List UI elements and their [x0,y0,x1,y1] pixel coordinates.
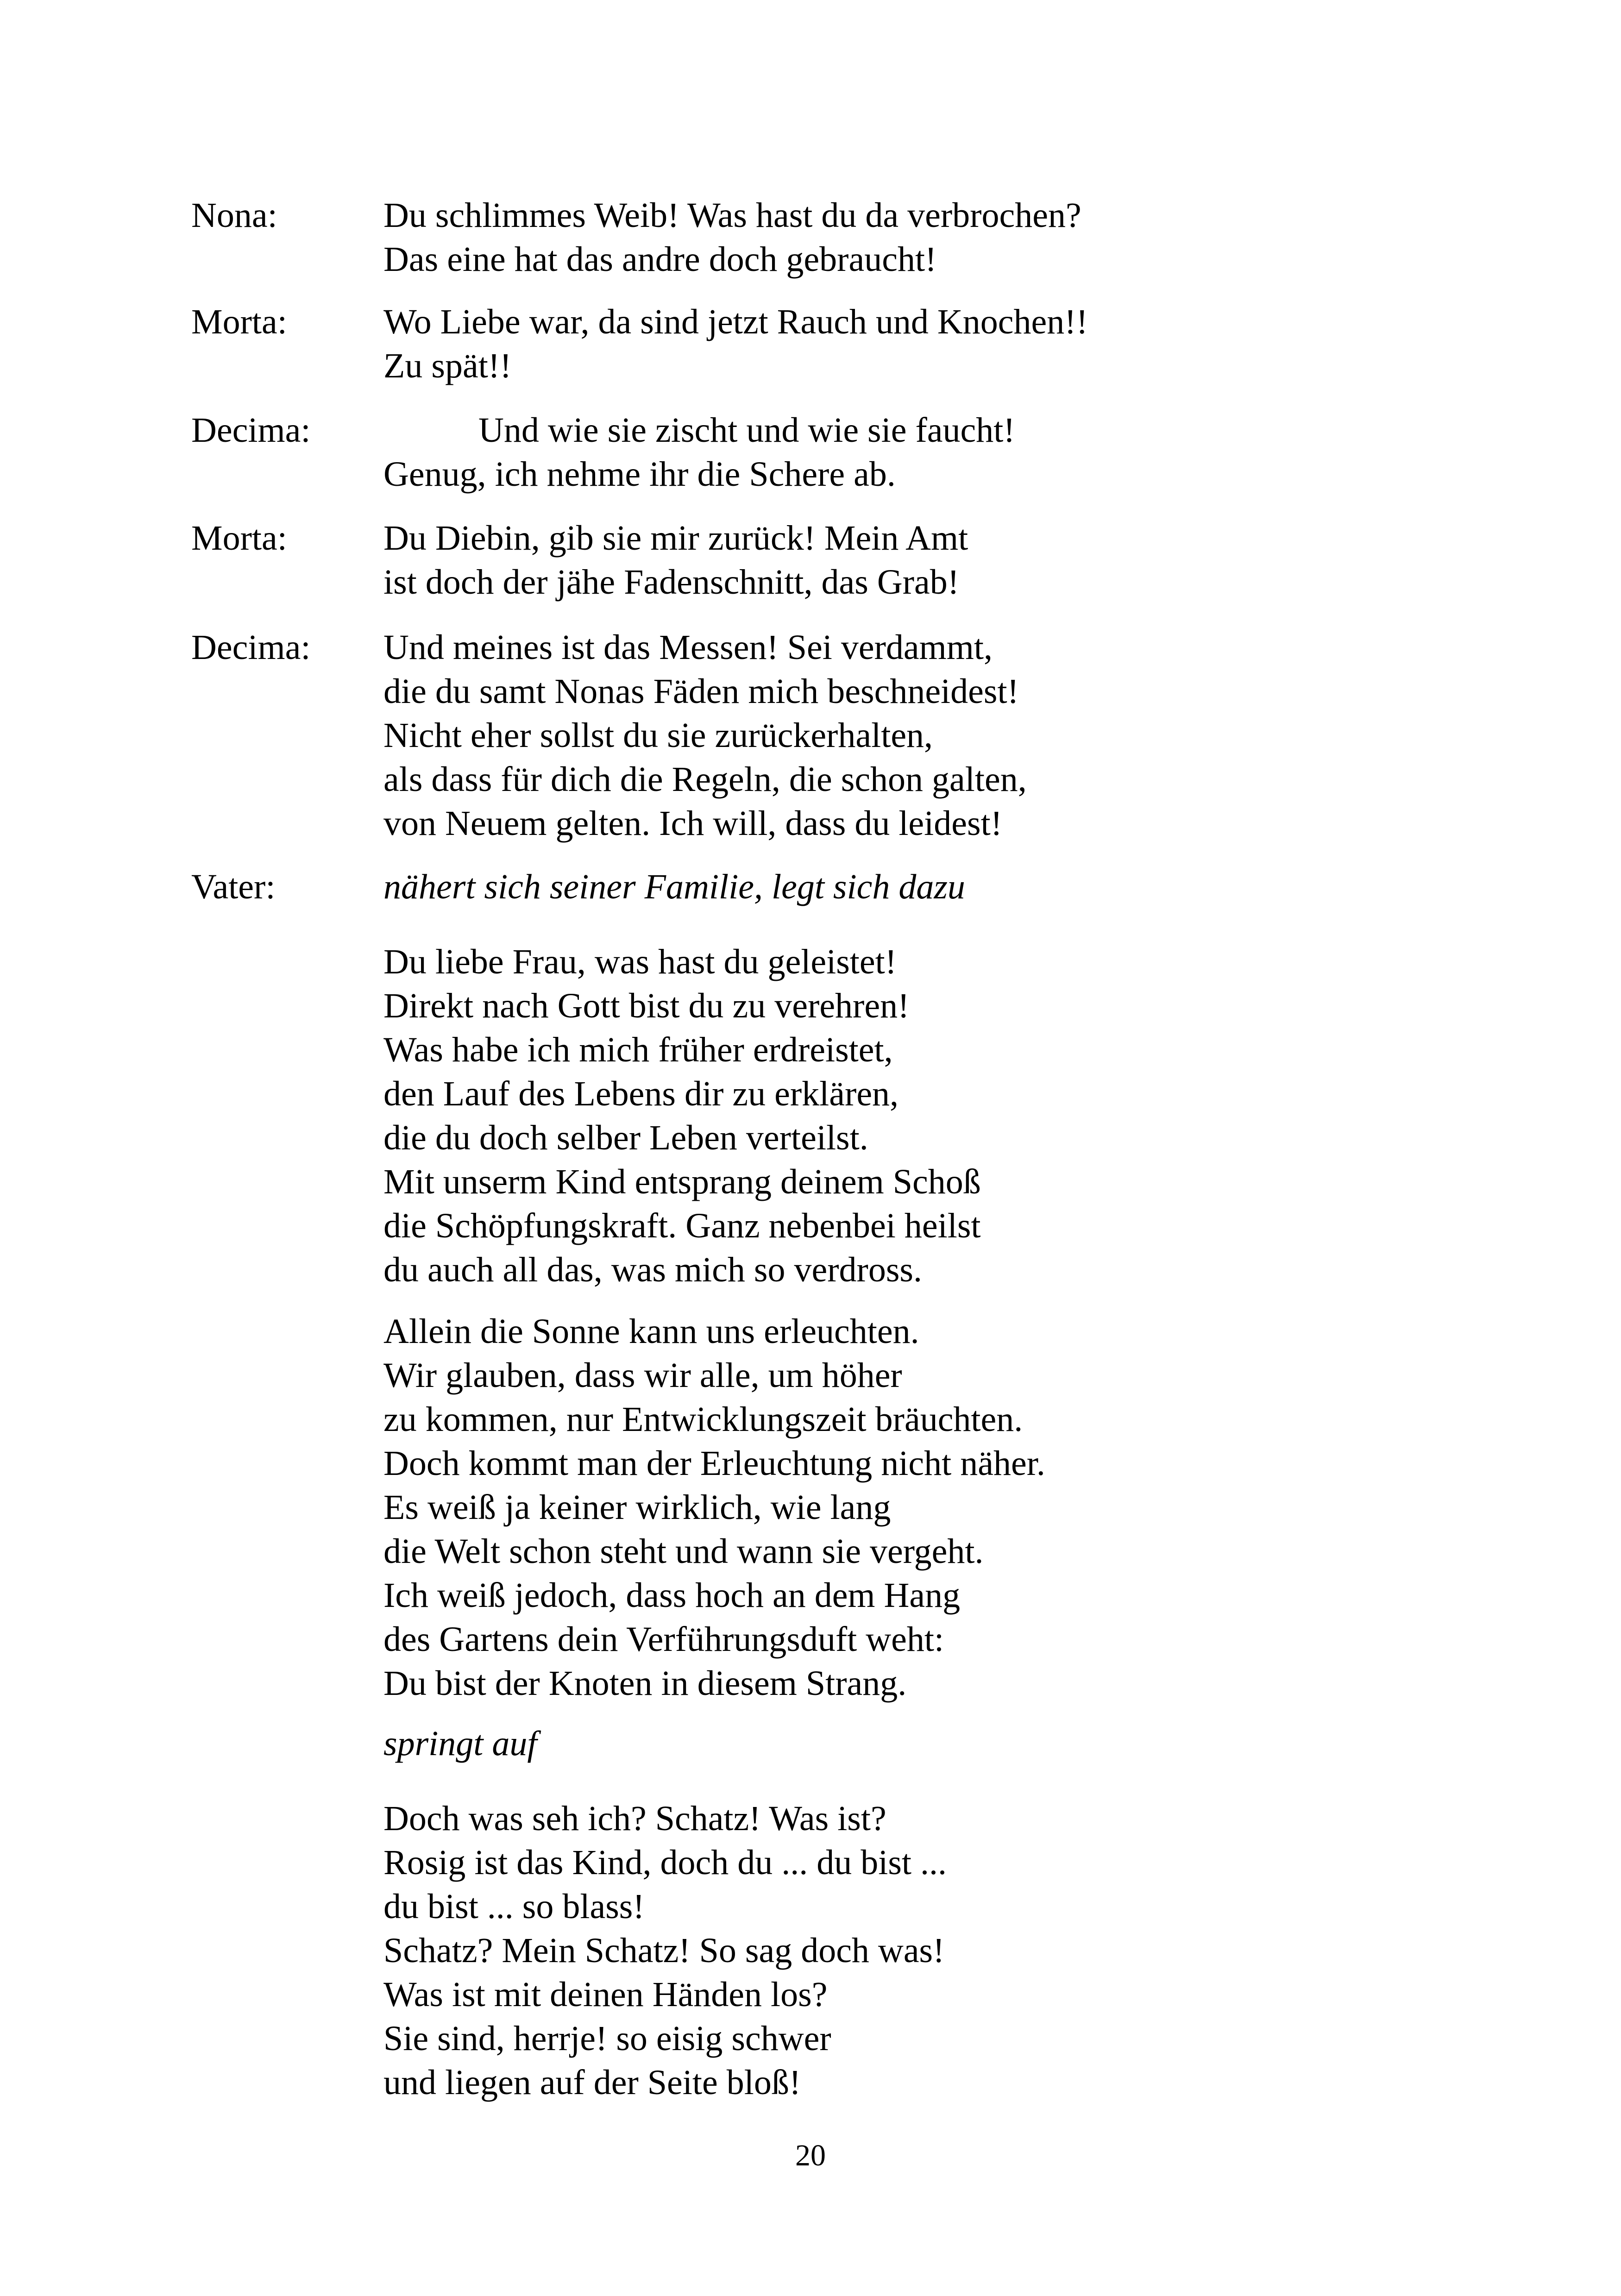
verse-line: Rosig ist das Kind, doch du ... du bist ... [383,1843,947,1882]
verse-line: Wir glauben, dass wir alle, um höher [383,1356,902,1395]
verse-line: als dass für dich die Regeln, die schon galten, [383,760,1027,799]
verse-line: Mit unserm Kind entsprang deinem Schoß [383,1162,981,1201]
verse-line: Direkt nach Gott bist du zu verehren! [383,986,910,1025]
page-number: 20 [795,2139,826,2172]
verse-line: Zu spät!! [383,346,512,385]
verse-line: Was ist mit deinen Händen los? [383,1975,828,2014]
verse-line: Doch was seh ich? Schatz! Was ist? [383,1799,886,1838]
verse-line: Es weiß ja keiner wirklich, wie lang [383,1488,891,1527]
speaker-name: Decima: [191,411,311,450]
verse-line: die Schöpfungskraft. Ganz nebenbei heilst [383,1206,981,1245]
stanza [383,1310,1045,1706]
stanza [383,940,981,1292]
verse-line: Du Diebin, gib sie mir zurück! Mein Amt [383,519,968,558]
verse-line: zu kommen, nur Entwicklungszeit bräuchten. [383,1400,1023,1439]
verse-line: Was habe ich mich früher erdreistet, [383,1030,893,1069]
verse-line: ist doch der jähe Fadenschnitt, das Grab! [383,563,960,602]
verse-line: die du samt Nonas Fäden mich beschneidest! [383,672,1019,711]
verse-line: Doch kommt man der Erleuchtung nicht näher. [383,1444,1045,1483]
verse-line: du bist ... so blass! [383,1887,645,1926]
verse-line: des Gartens dein Verführungsduft weht: [383,1620,944,1659]
verse-line: die du doch selber Leben verteilst. [383,1118,868,1157]
stage-direction: nähert sich seiner Familie, legt sich dazu [383,867,965,906]
speaker-name: Decima: [191,628,311,667]
verse-line: Wo Liebe war, da sind jetzt Rauch und Knochen!! [383,302,1088,341]
verse-line: Das eine hat das andre doch gebraucht! [383,240,937,279]
verse-line: du auch all das, was mich so verdross. [383,1250,922,1289]
dialogue-block [383,194,1081,282]
dialogue-block [383,626,1027,846]
dialogue-block [383,300,1088,388]
speaker-name: Morta: [191,519,287,558]
verse-line: Ich weiß jedoch, dass hoch an dem Hang [383,1576,961,1615]
dialogue-block [383,516,968,604]
verse-line: Sie sind, herrje! so eisig schwer [383,2019,831,2058]
verse-line: Du schlimmes Weib! Was hast du da verbrochen? [383,196,1081,235]
verse-line: Schatz? Mein Schatz! So sag doch was! [383,1931,945,1970]
verse-line: die Welt schon steht und wann sie vergeht. [383,1532,984,1571]
speaker-name: Vater: [191,867,276,906]
verse-line: Genug, ich nehme ihr die Schere ab. [383,455,896,494]
speaker-name: Morta: [191,302,287,341]
verse-line: Und wie sie zischt und wie sie faucht! [478,411,1015,450]
verse-line: Nicht eher sollst du sie zurückerhalten, [383,716,933,755]
verse-line: Du liebe Frau, was hast du geleistet! [383,942,897,981]
verse-line: von Neuem gelten. Ich will, dass du leidest! [383,804,1003,843]
verse-line: den Lauf des Lebens dir zu erklären, [383,1074,899,1113]
verse-line: Allein die Sonne kann uns erleuchten. [383,1312,919,1351]
verse-line: Du bist der Knoten in diesem Strang. [383,1664,907,1703]
stage-direction: springt auf [383,1724,537,1763]
verse-line: Und meines ist das Messen! Sei verdammt, [383,628,993,667]
speaker-name: Nona: [191,196,277,235]
dialogue-block [383,408,1015,496]
stanza [383,1797,947,2105]
verse-line: und liegen auf der Seite bloß! [383,2063,801,2102]
